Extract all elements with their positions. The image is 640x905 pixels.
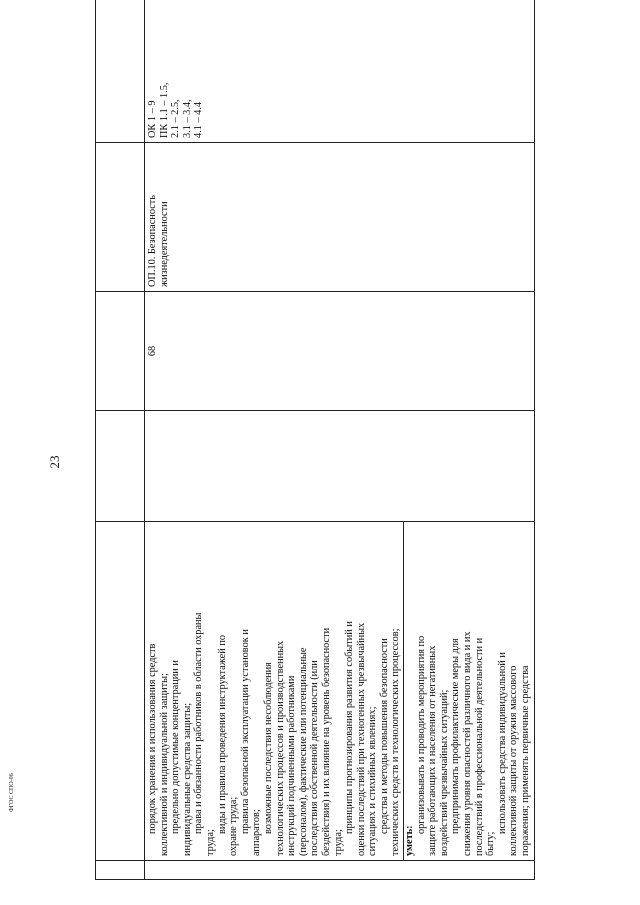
- skill-line: последствий в профессиональной деятельности и: [473, 637, 485, 856]
- cell-empty-top-1: [96, 411, 145, 522]
- cell-index-top: [96, 861, 145, 880]
- knowledge-line: технических средств и технологических процессов;: [390, 628, 402, 856]
- knowledge-line: охране труда;: [228, 796, 240, 856]
- knowledge-list: [147, 526, 402, 856]
- footer-mark: ФГОС СПО-06: [9, 773, 15, 812]
- page-number: 23: [47, 455, 62, 469]
- curriculum-table: [95, 0, 535, 880]
- cell-hours: 68: [145, 292, 535, 411]
- knowledge-line: принципы прогнозирования развития событий и: [344, 621, 356, 834]
- knowledge-line: (персоналом), фактические или потенциальные: [297, 647, 309, 856]
- knowledge-line: возможные последствия несоблюдения: [262, 662, 274, 834]
- competency-line: ПК 1.1 – 1.5,: [158, 82, 170, 138]
- cell-empty-top-3: [96, 143, 145, 292]
- skill-line: коллективной защиты от оружия массового: [508, 665, 520, 856]
- table-row-top: [96, 0, 145, 880]
- skill-line: защите работающих и населения от негативных: [427, 645, 439, 856]
- cell-competencies: [145, 0, 535, 143]
- knowledge-line: труда;: [332, 829, 344, 856]
- knowledge-line: права и обязанности работников в области охраны: [193, 612, 205, 834]
- skill-line: организовывать и проводить мероприятия по: [415, 635, 427, 834]
- skill-line: предпринимать профилактические меры для: [450, 638, 462, 834]
- cell-discipline: ОП.10. Безопасность жизнедеятельности: [145, 143, 535, 292]
- knowledge-line: оценки последствий при техногенных чрезвычайных: [355, 622, 367, 856]
- skills-list: [416, 526, 532, 856]
- cell-empty: [145, 411, 535, 522]
- competency-list: [147, 0, 205, 138]
- cell-empty-top-main: [96, 522, 145, 861]
- cell-empty-top-2: [96, 292, 145, 411]
- cell-requirements: [145, 522, 535, 861]
- knowledge-line: инструкций подчиненными работниками: [286, 675, 298, 856]
- knowledge-line: средства и методы повышения безопасности: [378, 638, 390, 834]
- cell-empty-top-4: [96, 0, 145, 143]
- skill-line: поражения; применять первичные средства: [520, 665, 531, 856]
- skill-line: использовать средства индивидуальной и: [496, 652, 508, 834]
- skill-line: быту;: [485, 831, 497, 856]
- competency-line: 2.1 – 2.5,: [170, 99, 182, 138]
- knowledge-line: труда;: [204, 829, 216, 856]
- knowledge-line: технологических процессов и производственных: [274, 640, 286, 856]
- skill-line: воздействий чрезвычайных ситуаций;: [438, 689, 450, 856]
- cell-index: [145, 861, 535, 880]
- rotated-table-container: [95, 40, 535, 880]
- competency-line: ОК 1 – 9: [147, 100, 158, 138]
- knowledge-line: правила безопасной эксплуатации установок и: [239, 629, 251, 834]
- knowledge-line: аппаратов;: [251, 809, 263, 856]
- knowledge-line: виды и правила проведения инструктажей по: [216, 635, 228, 834]
- skill-line: снижения уровня опасностей различного вида и их: [462, 631, 474, 856]
- knowledge-line: порядок хранения и использования средств: [147, 643, 158, 834]
- knowledge-line: бездействия) и их влияние на уровень безопасности: [320, 627, 332, 856]
- table-row-main: [145, 0, 535, 880]
- knowledge-line: коллективной и индивидуальной защиты;: [158, 673, 170, 856]
- knowledge-line: последствия собственной деятельности (или: [309, 660, 321, 856]
- knowledge-line: предельно допустимые концентрации и: [170, 660, 182, 834]
- competency-line: 4.1 – 4.4: [193, 101, 205, 138]
- knowledge-line: ситуациях и стихийных явлениях;: [367, 706, 379, 856]
- competency-line: 3.1 – 3.4,: [181, 99, 193, 138]
- skills-heading: уметь:: [404, 825, 416, 856]
- knowledge-line: индивидуальные средства защиты;: [181, 702, 193, 856]
